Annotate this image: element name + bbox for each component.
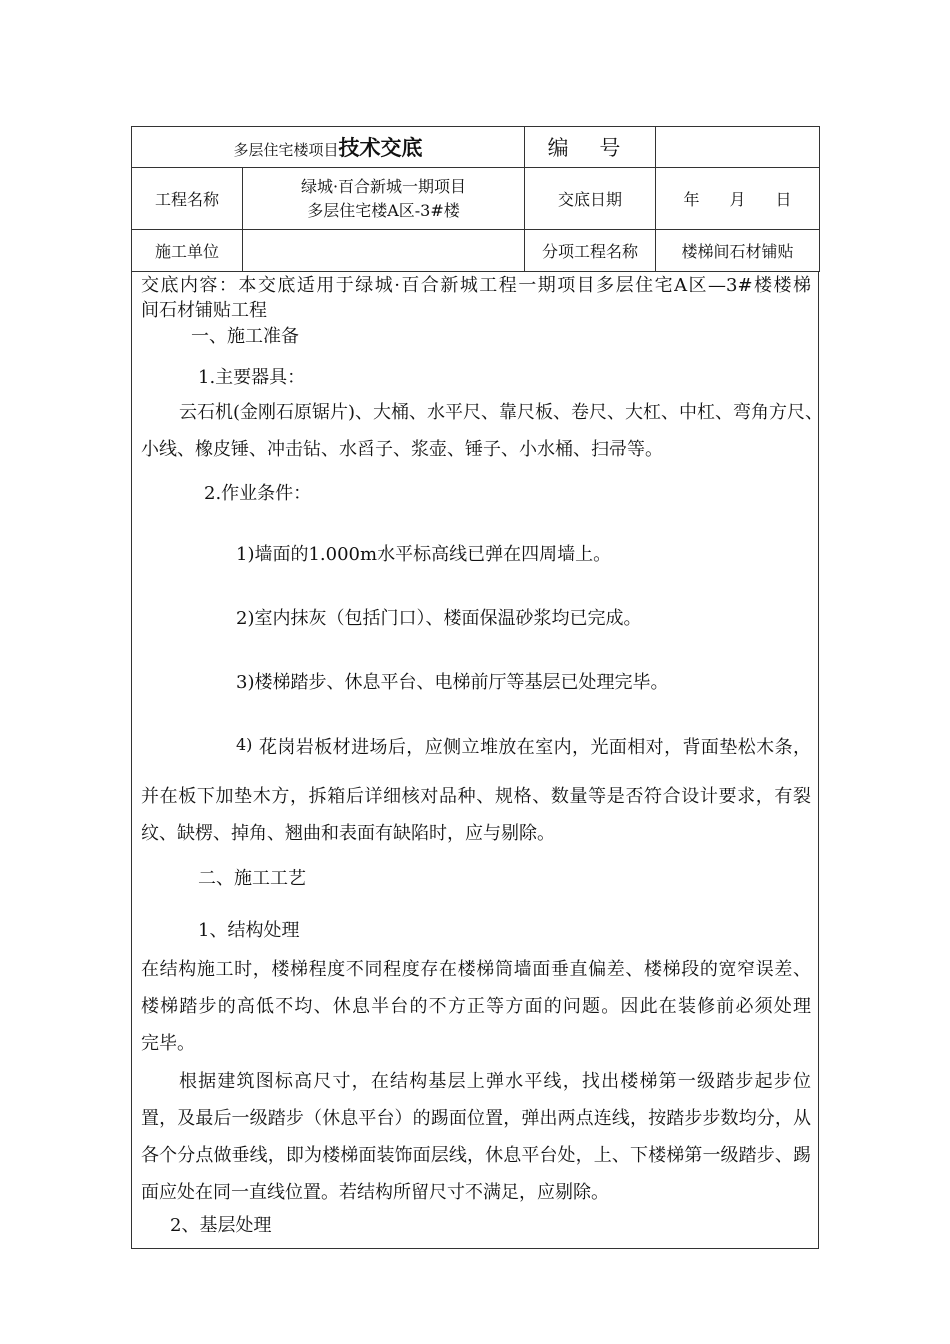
date-year: 年 [683, 190, 700, 209]
subheading-structure: 1、结构处理 [198, 920, 300, 941]
number-value [656, 127, 820, 168]
intro-line: 间石材铺贴工程 [141, 300, 267, 321]
project-name-line2: 多层住宅楼A区-3#楼 [307, 200, 460, 220]
section-heading-process: 二、施工工艺 [198, 868, 306, 889]
section-heading-preparation: 一、施工准备 [191, 326, 299, 347]
baseline-paragraph-line: 面应处在同一直线位置。若结构所留尺寸不满足，应剔除。 [141, 1182, 609, 1203]
construction-unit-label: 施工单位 [132, 230, 243, 272]
disclosure-header-table [131, 126, 820, 272]
subitem-value: 楼梯间石材铺贴 [656, 230, 820, 272]
baseline-paragraph-line: 各个分点做垂线，即为楼梯面装饰面层线，休息平台处，上、下楼梯第一级踏步、踢 [141, 1145, 811, 1166]
structure-paragraph-line: 完毕。 [141, 1033, 195, 1054]
project-name-line1: 绿城·百合新城一期项目 [300, 176, 467, 196]
date-value [656, 168, 820, 230]
title-main: 技术交底 [338, 135, 423, 160]
number-label: 编 号 [525, 127, 656, 168]
date-day: 日 [775, 190, 792, 209]
tools-line: 小线、橡皮锤、冲击钻、水舀子、浆壶、锤子、小水桶、扫帚等。 [141, 439, 663, 460]
disclosure-content [131, 271, 824, 1249]
tools-line: 云石机(金刚石原锯片)、大桶、水平尺、靠尺板、卷尺、大杠、中杠、弯角方尺、 [179, 402, 824, 423]
intro-line: 交底内容：本交底适用于绿城·百合新城工程一期项目多层住宅A区—3#楼楼梯 [141, 275, 811, 296]
condition-item: 花岗岩板材进场后，应侧立堆放在室内，光面相对，背面垫松木条， [259, 737, 811, 758]
baseline-paragraph-line: 根据建筑图标高尺寸，在结构基层上弹水平线，找出楼梯第一级踏步起步位 [179, 1071, 811, 1092]
condition-item: 纹、缺楞、掉角、翘曲和表面有缺陷时，应与剔除。 [141, 823, 555, 844]
condition-item: 3)楼梯踏步、休息平台、电梯前厅等基层已处理完毕。 [236, 672, 669, 693]
subheading-conditions: 2.作业条件： [204, 483, 312, 504]
condition-item: 1)墙面的1.000m水平标高线已弹在四周墙上。 [236, 544, 612, 565]
condition-item: 2)室内抹灰（包括门口）、楼面保温砂浆均已完成。 [236, 608, 642, 629]
date-month: 月 [729, 190, 746, 209]
project-name-label: 工程名称 [132, 168, 243, 230]
project-name-value [243, 168, 525, 230]
subheading-tools: 1.主要器具： [198, 367, 306, 388]
condition-number: 4) [236, 735, 253, 754]
date-label: 交底日期 [525, 168, 656, 230]
baseline-paragraph-line: 置，及最后一级踏步（休息平台）的踢面位置，弹出两点连线，按踏步步数均分，从 [141, 1108, 811, 1129]
subheading-base-treatment: 2、基层处理 [170, 1215, 272, 1236]
construction-unit-value [243, 230, 525, 272]
subitem-label: 分项工程名称 [525, 230, 656, 272]
condition-item: 并在板下加垫木方，拆箱后详细核对品种、规格、数量等是否符合设计要求，有裂 [141, 786, 811, 807]
structure-paragraph-line: 楼梯踏步的高低不均、休息半台的不方正等方面的问题。因此在装修前必须处理 [141, 996, 811, 1017]
title-project: 多层住宅楼项目 [233, 141, 339, 159]
document-title [132, 127, 525, 168]
structure-paragraph-line: 在结构施工时，楼梯程度不同程度存在楼梯筒墙面垂直偏差、楼梯段的宽窄误差、 [141, 959, 811, 980]
